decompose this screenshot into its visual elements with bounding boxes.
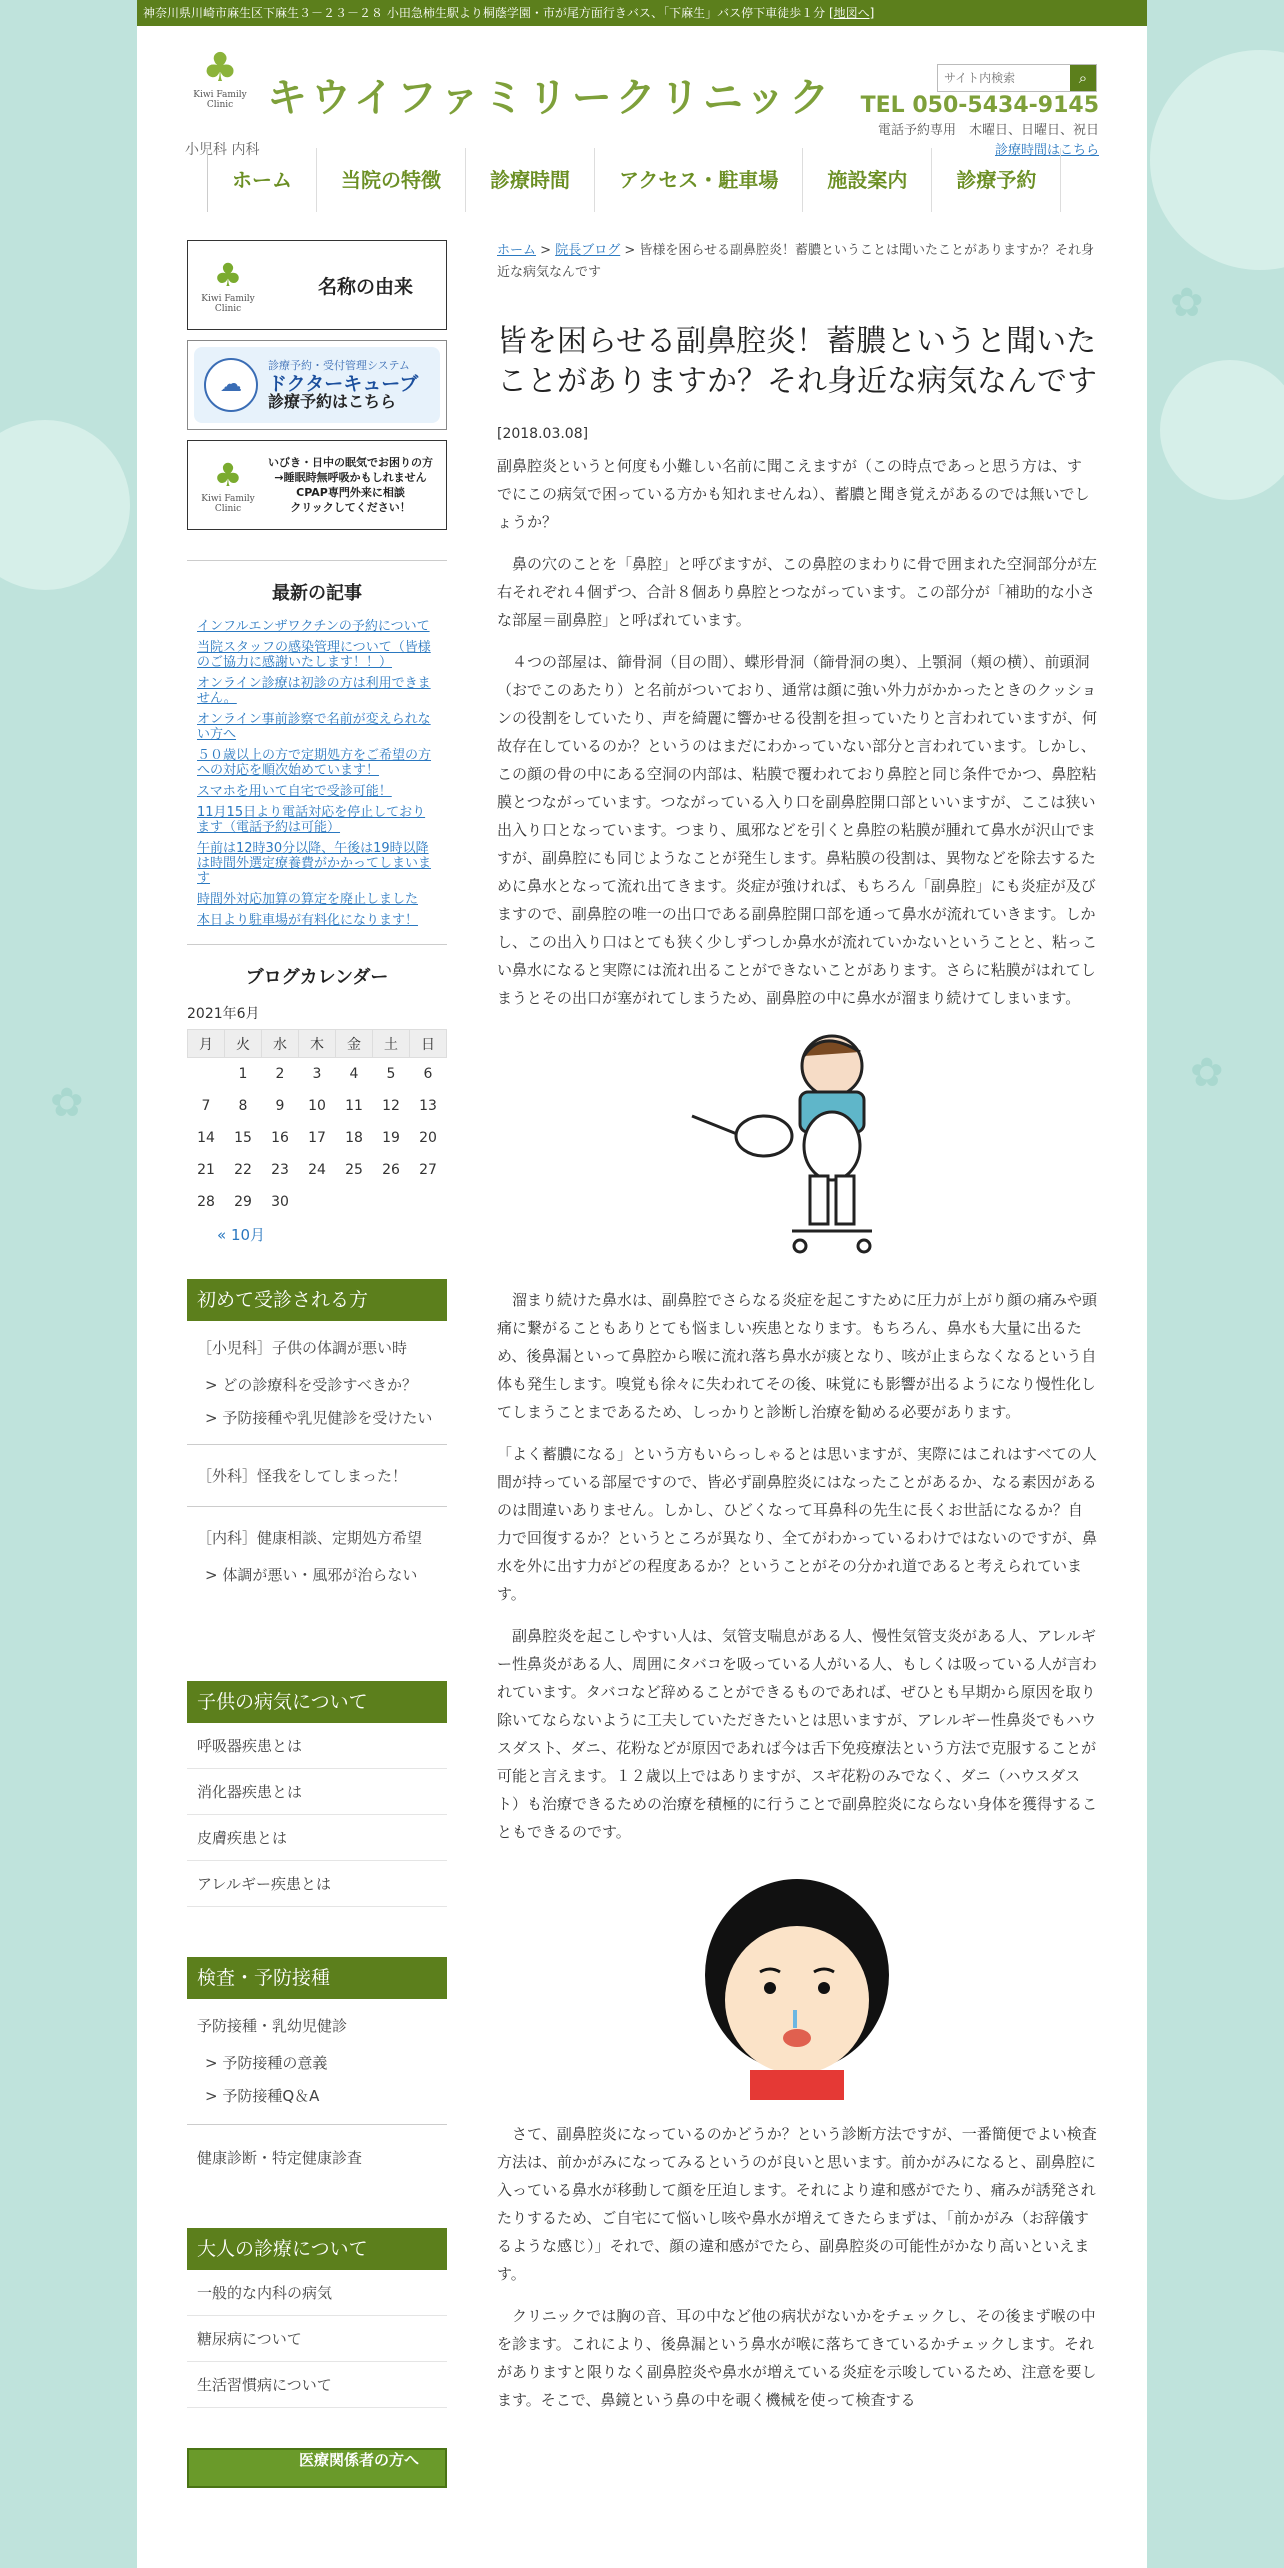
hours-link[interactable]: 診療時間はこちら [994,143,1099,158]
calendar-date [373,1186,410,1218]
recent-post-link[interactable]: ５０歳以上の方で定期処方をご希望の方への対応を順次始めています！ [197,748,432,778]
nav-access[interactable]: アクセス・駐車場 [595,148,803,212]
recent-post-link[interactable]: インフルエンザワクチンの予約について [197,619,430,634]
sheep-icon: ☁ [204,358,258,412]
calendar-date: 17 [308,1129,326,1146]
calendar-date: 28 [197,1193,215,1210]
calendar-date: 19 [382,1129,400,1146]
calendar-day-name: 金 [336,1030,373,1058]
post-paragraph: ４つの部屋は、篩骨洞（目の間）、蝶形骨洞（篩骨洞の奥）、上顎洞（頬の横）、前頭洞（おでこのあたり）と名前がついており、通常は顔に強い外力がかかったときのクッションの役割をしていたり、声を綺麗に響かせる役割を担っていたりと言われていますが、何故存在しているのか？というのはまだにわかっていない部分と言われています。しかし、この顔の骨の中にある空洞の内部は、粘膜で覆われており鼻腔と同じ条件でかつ、鼻腔粘膜とつながっています。つながっている入り口を副鼻腔開口部といいますが、ここは狭い出入り口となっています。つまり、風邪などを引くと鼻腔の粘膜が腫れて鼻水が沢山でますが、副鼻腔にも同じようなことが発生します。鼻粘膜の役割は、異物などを除去するために鼻水となって流れ出てきます。炎症が強ければ、もちろん「副鼻腔」にも炎症が及びますので、副鼻腔の唯一の出口である副鼻腔開口部を通って鼻水が流れていきます。しかし、この出入り口はとても狭く少しずつしか鼻水が流れていかないということと、粘っこい鼻水になると実際には流れ出ることができないことがあります。さらに粘膜がはれてしまうとその出口が塞がれてしまうため、副鼻腔の中に鼻水が溜まり続けてしまいます。 [497,653,1098,1007]
calendar-date: 18 [345,1129,363,1146]
post-paragraph: 副鼻腔炎を起こしやすい人は、気管支喘息がある人、慢性気管支炎がある人、アレルギー性鼻炎がある人、周囲にタバコを吸っている人がいる人、もしくは吸っている人が言われています。タバコなど辞めることができるものであれば、ぜひとも早期から原因を取り除いてならないように工夫していただきたいとは思いますが、アレルギー性鼻炎でもハウスダスト、ダニ、花粉などが原因であれば今は舌下免疫療法という方法で克服することが可能と言えます。１２歳以上ではありますが、スギ花粉のみでなく、ダニ（ハウスダスト）も治療できるための治療を積極的に行うことで副鼻腔炎にならない身体を獲得することもできるのです。 [497,1627,1098,1841]
kiwi-tree-icon: ♣ Kiwi Family Clinic [188,256,268,314]
calendar-week [188,1154,447,1186]
recent-post-link[interactable]: 本日より駐車場が有料化になります！ [197,913,419,928]
calendar-date: 26 [382,1161,400,1178]
recent-post-link[interactable]: オンライン診療は初診の方は利用できません。 [197,676,431,706]
first-visit-feeling-ill[interactable]: > 体調が悪い・風邪が治らない [205,1565,418,1584]
first-visit-surgery[interactable]: ［外科］怪我をしてしまった！ [197,1466,408,1485]
site-logo[interactable] [187,46,253,120]
post-paragraph: 溜まり続けた鼻水は、副鼻腔でさらなる炎症を起こすために圧力が上がり顔の痛みや頭痛に繋がることもありとても悩ましい疾患となります。もちろん、鼻水も大量に出るため、後鼻漏といって鼻腔から喉に流れ落ち鼻水が痰となり、咳が止まらなくなるという自体も発生します。嗅覚も徐々に失われてその後、味覚にも影響が出るようになり慢性化してしまうことまであるため、しっかりと診断し治療を勧める必要があります。 [497,1291,1098,1421]
children-respiratory[interactable]: 呼吸器疾患とは [187,1723,447,1769]
nav-hours[interactable]: 診療時間 [466,148,595,212]
calendar-date: 13 [419,1097,437,1114]
nav-home[interactable]: ホーム [208,148,317,212]
divider [187,944,447,945]
background-blob [1150,50,1284,270]
post-paragraph: 「よく蓄膿になる」という方もいらっしゃるとは思いますが、実際にはこれはすべての人間が持っている部屋ですので、皆必ず副鼻腔炎にはなったことがあるか、なる素因があるのは間違いありません。しかし、ひどくなって耳鼻科の先生に長くお世話になるか？自力で回復するか？というところが異なり、全てがわかっているわけではないのですが、鼻水を外に出す力がどの程度あるか？ということがその分かれ道であると考えられています。 [497,1445,1098,1603]
recent-post-link[interactable]: 午前は12時30分以降、午後は19時以降は時間外選定療養費がかかってしまいます [197,841,432,886]
list-item [197,619,437,634]
cpap-line: クリックしてください！ [290,501,411,514]
vaccination-faq[interactable]: > 予防接種Q＆A [205,2086,320,2105]
vaccination-heading: 検査・予防接種 [187,1957,447,1999]
calendar-date: 3 [312,1065,322,1082]
site-subtitle: 小児科 内科 [185,142,260,158]
adult-diabetes[interactable]: 糖尿病について [187,2316,447,2362]
kiwi-tree-icon: ♣ [202,45,238,91]
divider [187,560,447,561]
cpap-line: →睡眠時無呼吸かもしれません [274,471,427,484]
list-item [197,805,437,835]
first-visit-heading: 初めて受診される方 [187,1279,447,1321]
doctor-cube-banner[interactable] [187,340,447,430]
site-search [937,64,1097,92]
recent-posts-list [187,619,447,928]
recent-post-link[interactable]: オンライン事前診察で名前が変えられない方へ [197,712,431,742]
name-origin-banner[interactable] [187,240,447,330]
first-visit-pediatric[interactable]: ［小児科］子供の体調が悪い時 [197,1338,408,1357]
recent-posts-title: 最新の記事 [272,583,362,604]
calendar-date: 15 [234,1129,252,1146]
post-paragraph: 鼻の穴のことを「鼻腔」と呼びますが、この鼻腔のまわりに骨で囲まれた空洞部分が左右それぞれ４個ずつ、合計８個あり鼻腔とつながっています。この部分が「補助的な小さな部屋＝副鼻腔」と呼ばれています。 [497,555,1098,629]
calendar-date: 7 [201,1097,211,1114]
calendar-date: 1 [238,1065,248,1082]
nasal-aspiration-illustration [682,1026,912,1266]
divider [187,2124,447,2125]
calendar-date: 2 [275,1065,285,1082]
page-container [137,0,1147,2568]
nav-reservation[interactable]: 診療予約 [932,148,1061,212]
runny-nose-illustration [682,1860,912,2100]
search-icon[interactable]: ⌕ [1070,65,1096,91]
calendar-date: 6 [423,1065,433,1082]
breadcrumb [497,240,1097,284]
doctor-cube-small: 診療予約・受付管理システム [268,359,410,372]
doctor-cube-text [268,357,418,413]
calendar-date: 20 [419,1129,437,1146]
divider [187,1444,447,1445]
calendar-date [188,1058,225,1090]
main-content [497,240,1097,2428]
calendar-day-name: 水 [262,1030,299,1058]
calendar-day-name: 日 [410,1030,447,1058]
breadcrumb-home[interactable]: ホーム [497,243,537,258]
kiwi-tree-icon: ♣ Kiwi Family Clinic [188,456,268,514]
adult-care-heading: 大人の診療について [187,2228,447,2270]
nav-features[interactable]: 当院の特徴 [317,148,466,212]
first-visit-vaccination[interactable]: > 予防接種や乳児健診を受けたい [205,1408,433,1427]
doctor-cube-book: 診療予約はこちら [268,392,397,411]
adult-internal-disease[interactable]: 一般的な内科の病気 [187,2270,447,2316]
adult-lifestyle[interactable]: 生活習慣病について [187,2362,447,2408]
first-visit-internal[interactable]: ［内科］健康相談、定期処方希望 [197,1528,423,1547]
cpap-line: CPAP専門外来に相談 [296,486,405,499]
address-bar [137,0,1147,26]
post-title: 皆を困らせる副鼻腔炎！蓄膿というと聞いたことがありますか？それ身近な病気なんです [497,324,1097,399]
nav-facility[interactable]: 施設案内 [803,148,932,212]
children-diseases-heading: 子供の病気について [187,1681,447,1723]
calendar-date [299,1186,336,1218]
post-date: [2018.03.08] [497,426,589,442]
recent-post-link[interactable]: 時間外対応加算の算定を廃止しました [197,892,419,907]
list-item [197,841,437,886]
calendar-date: 22 [234,1161,252,1178]
calendar-week [188,1122,447,1154]
calendar-date: 24 [308,1161,326,1178]
address-text: 神奈川県川崎市麻生区下麻生３－２３－２８ 小田急柿生駅より桐蔭学園・市が尾方面行きバス、「下麻生」バス停下車徒歩１分 [143,6,829,20]
post-paragraph: クリニックでは胸の音、耳の中など他の病状がないかをチェックし、その後まず喉の中を診ます。これにより、後鼻漏という鼻水が喉に落ちてきているかチェックします。それがありますと限りなく副鼻腔炎や鼻水が増えている炎症を示唆しているため、注意を要します。そこで、鼻鏡という鼻の中を覗く機械を使って検査する [497,2307,1097,2409]
banner-label: 名称の由来 [318,275,414,298]
calendar-date: 10 [308,1097,326,1114]
calendar-date: 23 [271,1161,289,1178]
phone-hours-note: 電話予約専用 木曜日、日曜日、祝日 [877,123,1099,138]
site-header [137,26,1147,158]
list-item [197,913,437,928]
calendar-date [336,1186,373,1218]
calendar-date: 16 [271,1129,289,1146]
background-blob [1160,360,1284,500]
breadcrumb-blog[interactable]: 院長ブログ [555,243,621,258]
list-item [197,640,437,670]
cpap-text [268,455,433,515]
calendar-day-name: 月 [188,1030,225,1058]
list-item [197,892,437,907]
list-item [197,748,437,778]
flower-decoration-icon: ✿ [1190,1050,1224,1096]
sidebar [187,240,447,2488]
children-allergy[interactable]: アレルギー疾患とは [187,1861,447,1907]
calendar-date: 9 [275,1097,285,1114]
health-checkup[interactable]: 健康診断・特定健康診査 [197,2148,363,2167]
calendar-week [188,1186,447,1218]
recent-post-link[interactable]: 当院スタッフの感染管理について（皆様のご協力に感謝いたします！！） [197,640,431,670]
calendar-date: 25 [345,1161,363,1178]
calendar-date: 30 [271,1193,289,1210]
calendar-day-name: 土 [373,1030,410,1058]
site-title[interactable]: キウイファミリークリニック [267,75,834,121]
calendar-date: 11 [345,1097,363,1114]
breadcrumb-separator: > [536,243,556,258]
calendar-date: 4 [349,1065,359,1082]
vaccination-infant-checkup[interactable]: 予防接種・乳幼児健診 [197,2016,348,2035]
calendar-date: 29 [234,1193,252,1210]
calendar-week [188,1058,447,1090]
doctor-cube-panel [194,347,440,423]
search-input[interactable] [938,65,1070,91]
banner-logo-text: Kiwi Family Clinic [201,494,255,514]
recent-post-link[interactable]: スマホを用いて自宅で受診可能！ [197,784,392,799]
cpap-banner[interactable] [187,440,447,530]
calendar-date: 21 [197,1161,215,1178]
calendar-header-row [188,1030,447,1058]
post-paragraph: 副鼻腔炎というと何度も小難しい名前に聞こえますが（この時点であっと思う方は、すでにこの病気で困っている方かも知れませんね）、蓄膿と聞き覚えがあるのでは無いでしょうか？ [497,457,1090,531]
calendar-day-name: 火 [225,1030,262,1058]
map-link[interactable]: [地図へ] [829,6,875,20]
blog-calendar [187,1029,447,1218]
flower-decoration-icon: ✿ [1170,280,1204,326]
medical-professionals-button[interactable]: 医療関係者の方へ [187,2448,447,2488]
flower-decoration-icon: ✿ [50,1080,84,1126]
list-item [197,784,437,799]
calendar-date: 5 [386,1065,396,1082]
runny-nose-boy-image [682,1860,912,2100]
child-nose-suction-image [682,1026,912,1266]
first-visit-which-dept[interactable]: > どの診療科を受診すべきか？ [205,1375,418,1394]
phone-number: TEL 050-5434-9145 [860,93,1099,118]
recent-post-link[interactable]: 11月15日より電話対応を停止しております（電話予約は可能） [197,805,426,835]
calendar-title: ブログカレンダー [245,967,389,988]
main-nav [207,148,1061,212]
calendar-date: 8 [238,1097,248,1114]
calendar-day-name: 木 [299,1030,336,1058]
children-skin[interactable]: 皮膚疾患とは [187,1815,447,1861]
calendar-week [188,1090,447,1122]
doctor-cube-brand: ドクターキューブ [268,373,419,395]
banner-logo-text: Kiwi Family Clinic [201,294,255,314]
children-digestive[interactable]: 消化器疾患とは [187,1769,447,1815]
vaccination-significance[interactable]: > 予防接種の意義 [205,2053,328,2072]
post-paragraph: さて、副鼻腔炎になっているのかどうか？という診断方法ですが、一番簡便でよい検査方法は、前かがみになってみるというのが良いと思います。前かがみになると、副鼻腔に入っている鼻水が移動して顔を圧迫します。それにより違和感がでたり、痛みが誘発されたりするため、ご自宅にて悩いし咳や鼻水が増えてきたらまずは、「前かがみ（お辞儀するような感じ）」それで、顔の違和感がでたら、副鼻腔炎の可能性がかなり高いといえます。 [497,2125,1097,2283]
cpap-line: いびき・日中の眠気でお困りの方 [268,456,433,469]
calendar-date: 12 [382,1097,400,1114]
divider [187,1506,447,1507]
calendar-date: 14 [197,1129,215,1146]
calendar-date [410,1186,447,1218]
calendar-date: 27 [419,1161,437,1178]
breadcrumb-separator: > [620,243,640,258]
breadcrumb-current: 皆様を困らせる副鼻腔炎！蓄膿ということは聞いたことがありますか？それ身近な病気なんです [497,243,1094,280]
calendar-prev-link[interactable]: « 10月 [217,1225,266,1244]
list-item [197,712,437,742]
calendar-month: 2021年6月 [187,1006,260,1022]
list-item [197,676,437,706]
background-blob [0,420,130,590]
logo-text: Kiwi Family Clinic [193,90,247,110]
